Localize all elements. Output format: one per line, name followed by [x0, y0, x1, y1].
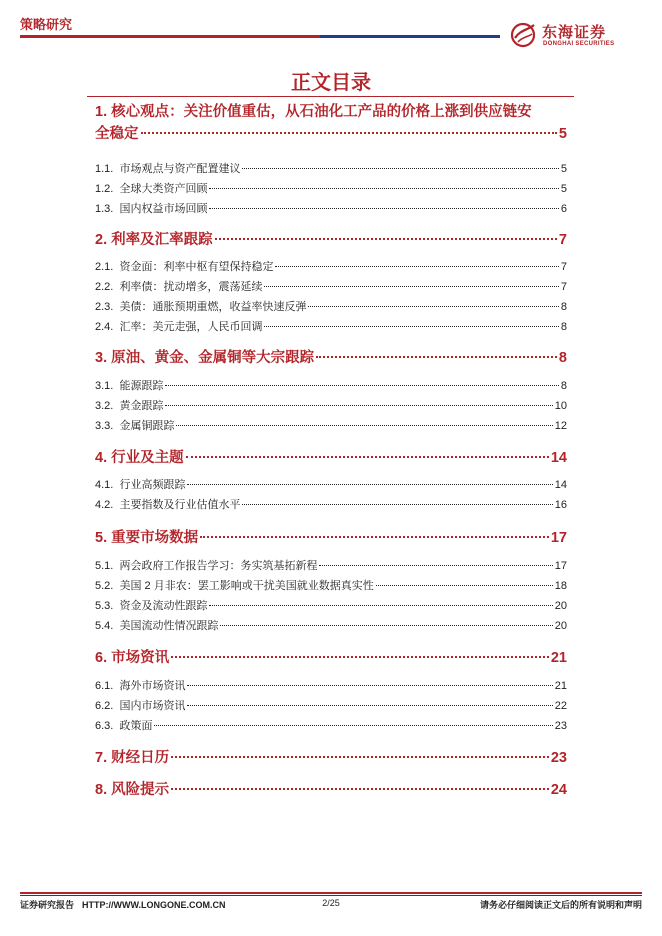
- toc-section-4[interactable]: [95, 446, 567, 467]
- toc-subsection-5-2[interactable]: [95, 577, 567, 593]
- toc-page-number: 23: [554, 720, 567, 732]
- toc-subsection-number: 6.3.: [95, 720, 114, 732]
- toc-subsection-number: 2.2.: [95, 281, 114, 293]
- toc-subsection-5-1[interactable]: [95, 557, 567, 573]
- toc-subsection-3-1[interactable]: [95, 377, 567, 393]
- toc-page-number: 8: [560, 301, 567, 313]
- toc-subsection-title: 行业高频跟踪: [119, 479, 186, 491]
- toc-section-3[interactable]: [95, 346, 567, 367]
- toc-subsection-number: 5.2.: [95, 580, 114, 592]
- toc-subsection-number: 5.3.: [95, 600, 114, 612]
- toc-leader-dots: [319, 565, 552, 566]
- toc-subsection-title: 资金面：利率中枢有望保持稳定: [119, 261, 274, 273]
- toc-subsection-number: 1.2.: [95, 183, 114, 195]
- toc-subsection-title: 海外市场资讯: [119, 680, 186, 692]
- toc-section-1[interactable]: [95, 101, 567, 145]
- toc-subsection-4-2[interactable]: [95, 496, 567, 512]
- toc-subsection-1-2[interactable]: [95, 180, 567, 196]
- toc-section-2[interactable]: [95, 228, 567, 249]
- toc-subsection-title: 利率债：扰动增多，震荡延续: [119, 281, 263, 293]
- toc-page-number: 5: [560, 183, 567, 195]
- toc-page-number: 16: [554, 499, 567, 511]
- toc-subsection-title: 全球大类资产回顾: [119, 183, 208, 195]
- toc-page-number: 17: [550, 530, 567, 546]
- toc-subsection-number: 2.4.: [95, 321, 114, 333]
- toc-subsection-title: 美国 2 月非农：罢工影响或干扰美国就业数据真实性: [119, 580, 374, 592]
- toc-page-number: 12: [554, 420, 567, 432]
- toc-page-number: 23: [550, 750, 567, 766]
- toc-section-5[interactable]: [95, 526, 567, 547]
- toc-leader-dots: [187, 705, 552, 706]
- toc-subsection-1-3[interactable]: [95, 200, 567, 216]
- toc-section-title-cont: 全稳定: [95, 126, 139, 142]
- toc-subsection-6-3[interactable]: [95, 717, 567, 733]
- toc-leader-dots: [316, 356, 557, 358]
- toc-section-7[interactable]: [95, 746, 567, 767]
- toc-subsection-title: 金属铜跟踪: [119, 420, 175, 432]
- toc-leader-dots: [171, 756, 549, 758]
- toc-page-number: 17: [554, 560, 567, 572]
- toc-subsection-title: 国内市场资讯: [119, 700, 186, 712]
- toc-section-6[interactable]: [95, 646, 567, 667]
- toc-section-title: 核心观点：关注价值重估，从石油化工产品的价格上涨到供应链安: [111, 104, 532, 120]
- toc-section-8[interactable]: [95, 778, 567, 799]
- footer-rule: [20, 892, 642, 894]
- toc-page-number: 7: [560, 281, 567, 293]
- toc-section-number: 3.: [95, 350, 108, 366]
- toc-page-number: 10: [554, 400, 567, 412]
- toc-leader-dots: [200, 536, 549, 538]
- toc-page-number: 7: [558, 232, 567, 248]
- toc-leader-dots: [165, 385, 558, 386]
- toc-subsection-3-2[interactable]: [95, 397, 567, 413]
- toc-leader-dots: [209, 605, 552, 606]
- logo-chinese: 东海证券: [542, 24, 607, 41]
- header-rule-accent: [320, 35, 500, 38]
- website-link[interactable]: HTTP://WWW.LONGONE.COM.CN: [82, 900, 226, 910]
- toc-page-number: 21: [550, 650, 567, 666]
- toc-leader-dots: [187, 484, 552, 485]
- toc-subsection-title: 市场观点与资产配置建议: [119, 163, 241, 175]
- toc-section-number: 7.: [95, 750, 108, 766]
- toc-subsection-2-2[interactable]: [95, 278, 567, 294]
- toc-subsection-title: 汇率：美元走强，人民币回调: [119, 321, 263, 333]
- toc-subsection-number: 4.2.: [95, 499, 114, 511]
- toc-subsection-6-2[interactable]: [95, 697, 567, 713]
- toc-leader-dots: [215, 238, 557, 240]
- toc-leader-dots: [264, 326, 558, 327]
- toc-leader-dots: [154, 725, 552, 726]
- toc-subsection-number: 2.3.: [95, 301, 114, 313]
- toc-subsection-2-1[interactable]: [95, 258, 567, 274]
- toc-section-title: 市场资讯: [111, 650, 170, 666]
- toc-subsection-title: 两会政府工作报告学习：务实筑基拓新程: [119, 560, 318, 572]
- toc-subsection-2-4[interactable]: [95, 318, 567, 334]
- toc-leader-dots: [242, 504, 552, 505]
- toc-subsection-number: 6.1.: [95, 680, 114, 692]
- toc-section-number: 4.: [95, 450, 108, 466]
- toc-leader-dots: [171, 788, 549, 790]
- toc-subsection-title: 资金及流动性跟踪: [119, 600, 208, 612]
- donghai-logo: [510, 20, 650, 50]
- toc-leader-dots: [141, 132, 557, 134]
- toc-page-number: 6: [560, 203, 567, 215]
- toc-subsection-6-1[interactable]: [95, 677, 567, 693]
- toc-page-number: 8: [560, 321, 567, 333]
- toc-leader-dots: [220, 625, 552, 626]
- toc-subsection-title: 能源跟踪: [119, 380, 164, 392]
- toc-leader-dots: [242, 168, 558, 169]
- toc-subsection-number: 5.1.: [95, 560, 114, 572]
- toc-subsection-3-3[interactable]: [95, 417, 567, 433]
- toc-section-number: 5.: [95, 530, 108, 546]
- toc-section-title: 风险提示: [111, 782, 170, 798]
- toc-leader-dots: [275, 266, 558, 267]
- toc-subsection-number: 3.1.: [95, 380, 114, 392]
- toc-section-number: 1.: [95, 104, 108, 120]
- toc-subsection-title: 主要指数及行业估值水平: [119, 499, 241, 511]
- footer-rule-accent: [20, 895, 642, 896]
- disclaimer: 请务必仔细阅读正文后的所有说明和声明: [479, 900, 642, 910]
- toc-page-number: 24: [550, 782, 567, 798]
- toc-subsection-title: 美债：通胀预期重燃，收益率快速反弹: [119, 301, 307, 313]
- logo-mark-icon: [510, 20, 538, 48]
- toc-section-title: 利率及汇率跟踪: [111, 232, 213, 248]
- toc-leader-dots: [209, 188, 558, 189]
- toc-subsection-title: 政策面: [119, 720, 153, 732]
- toc-subsection-number: 3.2.: [95, 400, 114, 412]
- logo-english: DONGHAI SECURITIES: [543, 41, 615, 47]
- toc-section-number: 6.: [95, 650, 108, 666]
- toc-page-number: 20: [554, 620, 567, 632]
- toc-section-number: 8.: [95, 782, 108, 798]
- toc-subsection-title: 国内权益市场回顾: [119, 203, 208, 215]
- toc-page-number: 8: [560, 380, 567, 392]
- toc-subsection-number: 6.2.: [95, 700, 114, 712]
- toc-leader-dots: [264, 286, 558, 287]
- toc-page-number: 22: [554, 700, 567, 712]
- toc-page-number: 8: [558, 350, 567, 366]
- toc-subsection-5-4[interactable]: [95, 617, 567, 633]
- toc-page-number: 14: [550, 450, 567, 466]
- toc-subsection-5-3[interactable]: [95, 597, 567, 613]
- toc-subsection-title: 美国流动性情况跟踪: [119, 620, 219, 632]
- toc-subsection-title: 黄金跟踪: [119, 400, 164, 412]
- toc-page-number: 21: [554, 680, 567, 692]
- toc-subsection-number: 1.1.: [95, 163, 114, 175]
- toc-leader-dots: [187, 685, 552, 686]
- toc-section-title: 重要市场数据: [111, 530, 199, 546]
- title-underline: [87, 96, 574, 97]
- toc-section-number: 2.: [95, 232, 108, 248]
- toc-subsection-number: 4.1.: [95, 479, 114, 491]
- toc-page-number: 5: [560, 163, 567, 175]
- toc-leader-dots: [209, 208, 558, 209]
- header-rule: [20, 35, 320, 38]
- toc-leader-dots: [171, 656, 549, 658]
- toc-subsection-2-3[interactable]: [95, 298, 567, 314]
- report-type: 证券研究报告: [20, 900, 75, 910]
- toc-leader-dots: [176, 425, 552, 426]
- toc-subsection-number: 3.3.: [95, 420, 114, 432]
- toc-subsection-4-1[interactable]: [95, 476, 567, 492]
- toc-page-number: 14: [554, 479, 567, 491]
- section-label: 策略研究: [20, 17, 73, 32]
- toc-subsection-number: 1.3.: [95, 203, 114, 215]
- toc-leader-dots: [308, 306, 558, 307]
- toc-leader-dots: [186, 456, 549, 458]
- toc-subsection-1-1[interactable]: [95, 160, 567, 176]
- page-indicator: 2/25: [322, 898, 340, 908]
- toc-page-number: 20: [554, 600, 567, 612]
- toc-page-number: 7: [560, 261, 567, 273]
- toc-section-title: 财经日历: [111, 750, 170, 766]
- toc-page-number: 18: [554, 580, 567, 592]
- toc-subsection-number: 5.4.: [95, 620, 114, 632]
- toc-section-title: 行业及主题: [111, 450, 184, 466]
- toc-section-title: 原油、黄金、金属铜等大宗跟踪: [111, 350, 315, 366]
- toc-leader-dots: [165, 405, 552, 406]
- toc-subsection-number: 2.1.: [95, 261, 114, 273]
- page-title: 正文目录: [291, 72, 371, 94]
- toc-page-number: 5: [558, 126, 567, 142]
- toc-leader-dots: [376, 585, 553, 586]
